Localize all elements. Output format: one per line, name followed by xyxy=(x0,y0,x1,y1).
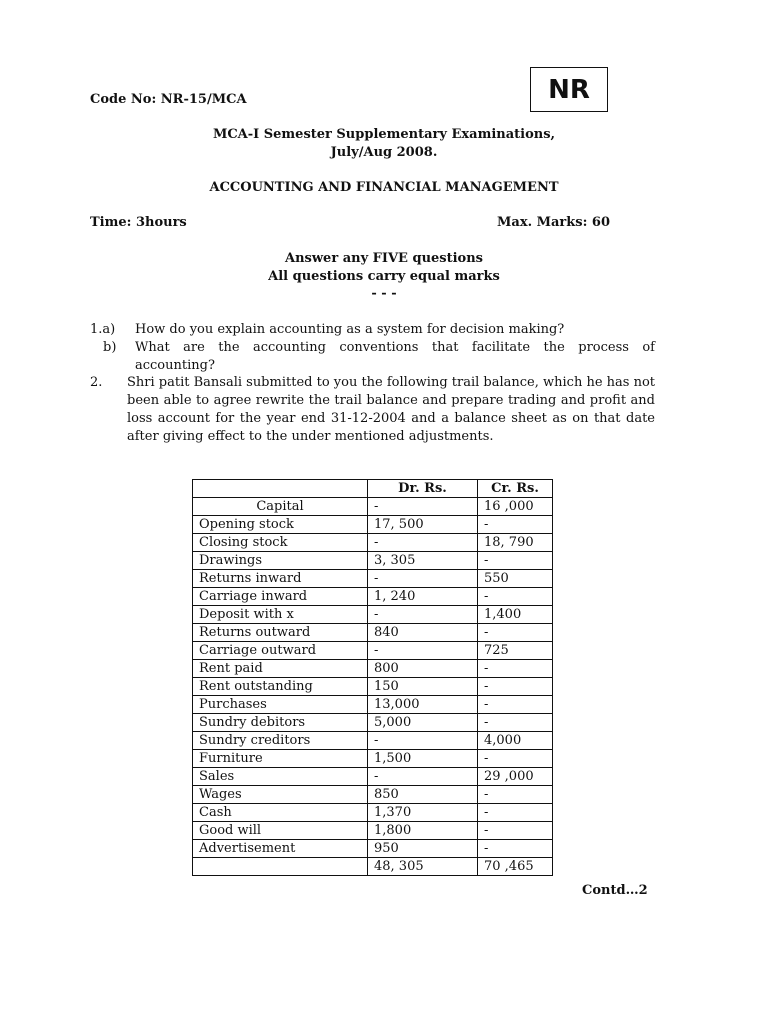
debit-amount: 850 xyxy=(368,786,478,804)
account-name: Sundry creditors xyxy=(193,732,368,750)
table-row xyxy=(193,570,553,588)
account-name: Purchases xyxy=(193,696,368,714)
credit-amount: - xyxy=(478,552,553,570)
credit-amount: - xyxy=(478,624,553,642)
table-row xyxy=(193,552,553,570)
table-row xyxy=(193,732,553,750)
table-header-row xyxy=(193,480,553,498)
instruction-answer: Answer any FIVE questions xyxy=(285,251,483,266)
instruction-marks: All questions carry equal marks xyxy=(268,269,500,284)
credit-amount: 1,400 xyxy=(478,606,553,624)
separator: - - - xyxy=(371,286,397,301)
credit-amount: - xyxy=(478,840,553,858)
credit-amount: 16 ,000 xyxy=(478,498,553,516)
debit-amount: - xyxy=(368,642,478,660)
credit-amount: - xyxy=(478,804,553,822)
continued-label: Contd…2 xyxy=(582,883,648,898)
header-debit: Dr. Rs. xyxy=(368,480,478,498)
code-number: Code No: NR-15/MCA xyxy=(90,92,247,107)
account-name: Opening stock xyxy=(193,516,368,534)
debit-amount: 1,370 xyxy=(368,804,478,822)
credit-total: 70 ,465 xyxy=(478,858,553,876)
table-row xyxy=(193,516,553,534)
debit-amount: 13,000 xyxy=(368,696,478,714)
q1b-number: b) xyxy=(103,340,117,355)
table-row xyxy=(193,750,553,768)
account-name: Cash xyxy=(193,804,368,822)
header-particulars xyxy=(193,480,368,498)
table-row xyxy=(193,714,553,732)
credit-amount: - xyxy=(478,696,553,714)
table-row xyxy=(193,768,553,786)
totals-row xyxy=(193,858,553,876)
debit-amount: 800 xyxy=(368,660,478,678)
debit-amount: - xyxy=(368,534,478,552)
q2-number: 2. xyxy=(90,375,103,390)
account-name: Carriage inward xyxy=(193,588,368,606)
table-row xyxy=(193,840,553,858)
debit-total: 48, 305 xyxy=(368,858,478,876)
debit-amount: - xyxy=(368,768,478,786)
table-row xyxy=(193,822,553,840)
account-name: Rent outstanding xyxy=(193,678,368,696)
q1a-text: How do you explain accounting as a system for decision making? xyxy=(135,322,565,337)
table-row xyxy=(193,642,553,660)
debit-amount: - xyxy=(368,732,478,750)
account-name: Returns inward xyxy=(193,570,368,588)
account-name: Rent paid xyxy=(193,660,368,678)
credit-amount: - xyxy=(478,588,553,606)
credit-amount: - xyxy=(478,750,553,768)
table-row xyxy=(193,660,553,678)
header-credit: Cr. Rs. xyxy=(478,480,553,498)
credit-amount: - xyxy=(478,660,553,678)
account-name: Drawings xyxy=(193,552,368,570)
debit-amount: - xyxy=(368,570,478,588)
debit-amount: 950 xyxy=(368,840,478,858)
q2-text: Shri patit Bansali submitted to you the following trail balance, which he has not been able to agree rewrite the trail balance and prepare trading and profit and loss account for the year end 31-12-2004 and a balance sheet as on that date after giving effect to the under mentioned adjustments. xyxy=(127,375,655,444)
account-name: Deposit with x xyxy=(193,606,368,624)
table-row xyxy=(193,588,553,606)
debit-amount: 17, 500 xyxy=(368,516,478,534)
credit-amount: 18, 790 xyxy=(478,534,553,552)
debit-amount: 840 xyxy=(368,624,478,642)
credit-amount: - xyxy=(478,786,553,804)
trial-balance-table xyxy=(192,479,553,876)
debit-amount: 1, 240 xyxy=(368,588,478,606)
credit-amount: - xyxy=(478,822,553,840)
totals-label xyxy=(193,858,368,876)
credit-amount: - xyxy=(478,516,553,534)
exam-title: MCA-I Semester Supplementary Examinations, xyxy=(212,127,556,142)
debit-amount: 1,500 xyxy=(368,750,478,768)
account-name: Sundry debitors xyxy=(193,714,368,732)
account-name: Furniture xyxy=(193,750,368,768)
table-row xyxy=(193,534,553,552)
exam-date: July/Aug 2008. xyxy=(330,145,438,160)
debit-amount: 5,000 xyxy=(368,714,478,732)
table-row xyxy=(193,786,553,804)
q1b-text: What are the accounting conventions that facilitate the process of accounting? xyxy=(135,340,655,373)
nr-box: NR xyxy=(530,67,608,112)
account-name: Capital xyxy=(193,498,368,516)
debit-amount: - xyxy=(368,606,478,624)
account-name: Sales xyxy=(193,768,368,786)
account-name: Closing stock xyxy=(193,534,368,552)
subject-title: ACCOUNTING AND FINANCIAL MANAGEMENT xyxy=(209,180,559,195)
debit-amount: 150 xyxy=(368,678,478,696)
max-marks-label: Max. Marks: 60 xyxy=(497,215,611,230)
debit-amount: - xyxy=(368,498,478,516)
table-row xyxy=(193,624,553,642)
table-row xyxy=(193,804,553,822)
q1a-number: 1.a) xyxy=(90,322,116,337)
account-name: Returns outward xyxy=(193,624,368,642)
credit-amount: - xyxy=(478,714,553,732)
account-name: Wages xyxy=(193,786,368,804)
time-label: Time: 3hours xyxy=(90,215,187,230)
table-row xyxy=(193,498,553,516)
credit-amount: - xyxy=(478,678,553,696)
account-name: Carriage outward xyxy=(193,642,368,660)
credit-amount: 29 ,000 xyxy=(478,768,553,786)
credit-amount: 550 xyxy=(478,570,553,588)
table-row xyxy=(193,606,553,624)
debit-amount: 1,800 xyxy=(368,822,478,840)
table-row xyxy=(193,696,553,714)
account-name: Advertisement xyxy=(193,840,368,858)
table-row xyxy=(193,678,553,696)
debit-amount: 3, 305 xyxy=(368,552,478,570)
credit-amount: 4,000 xyxy=(478,732,553,750)
credit-amount: 725 xyxy=(478,642,553,660)
account-name: Good will xyxy=(193,822,368,840)
